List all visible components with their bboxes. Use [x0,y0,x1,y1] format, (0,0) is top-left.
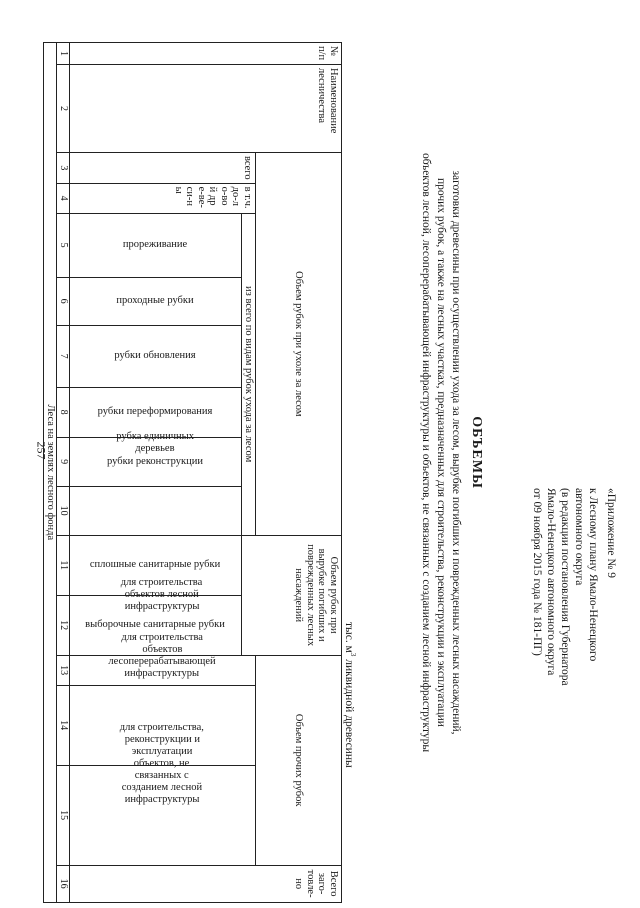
header-other-cuttings: Объем прочих рубок [256,655,342,865]
appendix-line: от 09 ноября 2015 года № 181-ПГ) [531,488,543,656]
column-number: 5 [57,213,70,277]
header-dead-type: выборочные санитарные рубки [70,595,242,655]
header-care-type: рубки переформирования [70,387,242,437]
header-care-type: рубки обновления [70,325,242,387]
units-label: тыс. $м^3$ ликвидной древесины [343,622,357,768]
column-numbers-row [57,43,70,903]
document-title: ОБЪЕМЫ [469,416,484,489]
header-dead-stands: Объем рубок при вырубке погибших и поврежденных лесных насаждений [242,535,342,655]
header-dead-type: сплошные санитарные рубки [70,535,242,595]
header-care-type: рубка единичных деревьев [70,486,242,535]
header-total-harvested: Всего заго-товле-но [70,865,342,902]
column-number: 11 [57,535,70,595]
subtitle-line: прочих рубок, а также на лесных участках, предназначенных для строительства, реконструкции и эксплуатации [435,178,447,727]
column-number: 7 [57,325,70,387]
column-number: 16 [57,865,70,902]
subtitle-line: объектов лесной, лесоперерабатывающей инфраструктуры и объектов, не связанных с созданием лесной инфраструктуры [420,152,432,753]
column-number: 12 [57,595,70,655]
header-care-by-type: из всего по видам рубок ухода за лесом [242,213,256,535]
header-other-type: для строительства объектов лесоперерабатывающей инфраструктуры [70,685,256,765]
appendix-line: (в редакции постановления Губернатора [559,488,571,686]
column-number: 3 [57,153,70,184]
header-care-cuttings: Объем рубок при ухоле за лесом [256,153,342,536]
appendix-line: Ямало-Ненецкого автономного округа [545,488,557,676]
header-forestry-name: Наименование лесничества [70,65,342,153]
appendix-line: автономного округа [573,488,585,586]
subtitle-line: заготовки древесины при осуществлении ухода за лесом, вырубке погибших и поврежденных лесных насаждений, [450,170,462,735]
header-other-type: для строительства объектов лесной инфраструктуры [70,655,256,685]
column-number: 2 [57,65,70,153]
page-number: 257 [34,441,49,460]
volumes-table [43,42,342,903]
forest-fund-row: Леса на землях лесного фонда [44,43,57,903]
column-number: 6 [57,277,70,325]
appendix-line: «Приложение № 9 [605,488,617,578]
column-number: 13 [57,655,70,685]
header-other-type: для строительства, реконструкции и эксплуатации объектов, не связанных с созданием лесной инфраструктуры [70,765,256,865]
header-care-type: проходные рубки [70,277,242,325]
column-number: 14 [57,685,70,765]
column-number: 9 [57,437,70,486]
column-number: 4 [57,183,70,213]
appendix-line: к Лесному плану Ямало-Ненецкого [587,488,599,662]
header-number: № п/п [70,43,342,65]
column-number: 8 [57,387,70,437]
header-care-type: рубки реконструкции [70,437,242,486]
column-number: 10 [57,486,70,535]
column-number: 1 [57,43,70,65]
column-number: 15 [57,765,70,865]
header-care-type: прореживание [70,213,242,277]
table-row [44,43,57,903]
header-care-total: всего [70,153,256,184]
header-care-incl-timber: в т.ч. до-ло-вой дре-ве-си-ны [70,183,256,213]
